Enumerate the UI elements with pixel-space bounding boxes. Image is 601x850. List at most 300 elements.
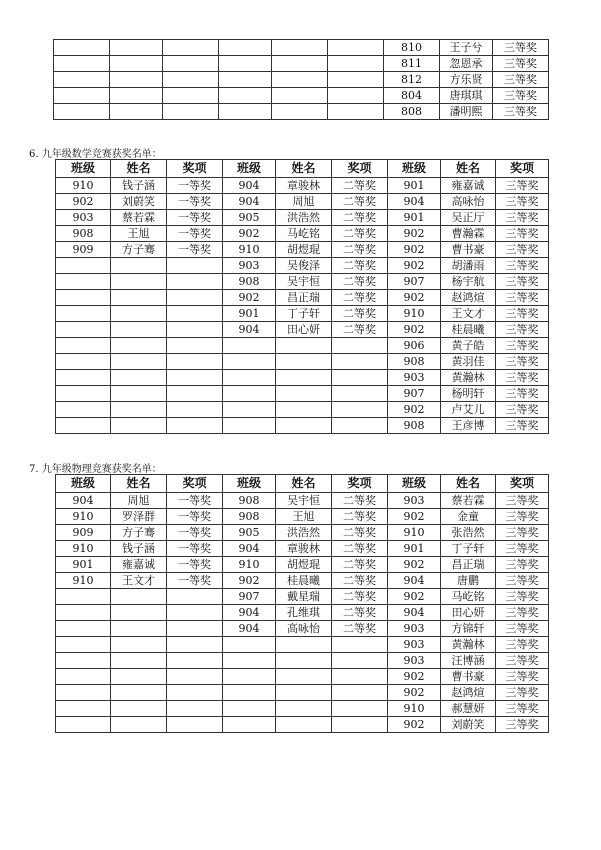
table-cell: 904: [56, 493, 111, 509]
table-row: [56, 226, 549, 242]
table-cell: [276, 418, 332, 434]
table-cell: [272, 88, 328, 104]
table-cell: 二等奖: [332, 525, 388, 541]
table-cell: [332, 354, 388, 370]
column-header: 班级: [56, 475, 111, 493]
table-cell: 三等奖: [496, 306, 549, 322]
table-cell: [111, 717, 167, 733]
table-cell: [332, 418, 388, 434]
table-cell: 902: [223, 226, 276, 242]
table-cell: 丁子轩: [276, 306, 332, 322]
table-cell: 唐琪琪: [440, 88, 493, 104]
table-cell: [111, 258, 167, 274]
table-cell: 三等奖: [496, 605, 549, 621]
table-cell: [111, 370, 167, 386]
table-cell: [111, 418, 167, 434]
table-cell: 洪浩然: [276, 525, 332, 541]
table-cell: 唐鹏: [441, 573, 496, 589]
table-cell: [167, 354, 223, 370]
table-cell: [167, 290, 223, 306]
table-cell: 方乐贤: [440, 72, 493, 88]
physics-caption: 7. 九年级物理竞赛获奖名单：: [29, 464, 162, 475]
table-cell: [276, 701, 332, 717]
physics-award-table: [55, 474, 549, 733]
table-cell: 910: [388, 701, 441, 717]
table-cell: 二等奖: [332, 589, 388, 605]
table-cell: [328, 72, 384, 88]
table-cell: 二等奖: [332, 557, 388, 573]
table-cell: 908: [56, 226, 111, 242]
table-cell: [163, 56, 219, 72]
table-cell: 907: [388, 274, 441, 290]
table-cell: 一等奖: [167, 509, 223, 525]
table-cell: [272, 40, 328, 56]
table-cell: 丁子轩: [441, 541, 496, 557]
table-cell: [223, 354, 276, 370]
table-cell: [276, 653, 332, 669]
table-cell: 刘蔚笑: [111, 194, 167, 210]
table-cell: 三等奖: [496, 290, 549, 306]
table-cell: 910: [56, 541, 111, 557]
table-cell: 王旭: [276, 509, 332, 525]
table-cell: 钱子涵: [111, 541, 167, 557]
table-cell: 三等奖: [496, 573, 549, 589]
table-cell: [56, 621, 111, 637]
table-row: [56, 242, 549, 258]
table-cell: [332, 669, 388, 685]
table-cell: 二等奖: [332, 493, 388, 509]
table-cell: [276, 386, 332, 402]
table-cell: 一等奖: [167, 226, 223, 242]
table-cell: 王子兮: [440, 40, 493, 56]
table-cell: [328, 56, 384, 72]
table-cell: 三等奖: [493, 56, 549, 72]
table-cell: 曹书豪: [441, 242, 496, 258]
table-cell: 904: [223, 541, 276, 557]
table-cell: 一等奖: [167, 242, 223, 258]
table-cell: 吴正厅: [441, 210, 496, 226]
table-cell: 高咏怡: [276, 621, 332, 637]
table-cell: [111, 669, 167, 685]
table-cell: [328, 104, 384, 120]
column-header: 奖项: [496, 160, 549, 178]
table-cell: [276, 370, 332, 386]
table-cell: 忽恩承: [440, 56, 493, 72]
table-row: [56, 685, 549, 701]
table-cell: 方锦轩: [441, 621, 496, 637]
table-cell: 902: [388, 589, 441, 605]
table-cell: 909: [56, 242, 111, 258]
table-cell: [332, 386, 388, 402]
table-row: [56, 290, 549, 306]
table-cell: 三等奖: [496, 493, 549, 509]
table-row: [54, 72, 549, 88]
table-row: [56, 653, 549, 669]
table-cell: 903: [388, 637, 441, 653]
table-cell: 902: [388, 290, 441, 306]
table-cell: 二等奖: [332, 290, 388, 306]
table-row: [56, 418, 549, 434]
table-cell: [167, 685, 223, 701]
table-cell: [167, 338, 223, 354]
table-cell: 903: [223, 258, 276, 274]
table-cell: [219, 40, 272, 56]
table-cell: [219, 88, 272, 104]
table-cell: [332, 717, 388, 733]
table-row: [56, 402, 549, 418]
table-cell: 908: [388, 418, 441, 434]
table-cell: [54, 72, 110, 88]
table-cell: 三等奖: [496, 589, 549, 605]
table-cell: 钱子涵: [111, 178, 167, 194]
table-cell: 雍嘉诚: [111, 557, 167, 573]
table-cell: 周旭: [276, 194, 332, 210]
table-cell: [56, 717, 111, 733]
math-table-body: [56, 178, 549, 434]
table-cell: [276, 685, 332, 701]
table-cell: 三等奖: [496, 370, 549, 386]
table-cell: 三等奖: [496, 194, 549, 210]
table-cell: 901: [388, 210, 441, 226]
table-cell: 902: [388, 557, 441, 573]
table-cell: 三等奖: [496, 402, 549, 418]
table-cell: 黄羽佳: [441, 354, 496, 370]
table-cell: [276, 338, 332, 354]
table-cell: [167, 402, 223, 418]
table-cell: [332, 370, 388, 386]
table-row: [56, 322, 549, 338]
table-cell: 三等奖: [493, 88, 549, 104]
table-cell: 田心妍: [441, 605, 496, 621]
table-cell: 吴宇恒: [276, 493, 332, 509]
table-cell: [111, 306, 167, 322]
table-cell: 908: [223, 509, 276, 525]
table-cell: 902: [388, 242, 441, 258]
table-cell: [111, 274, 167, 290]
table-cell: 二等奖: [332, 258, 388, 274]
table-cell: 811: [384, 56, 440, 72]
table-row: [56, 637, 549, 653]
table-cell: [111, 386, 167, 402]
table-cell: 一等奖: [167, 557, 223, 573]
top-table: [53, 39, 549, 120]
table-cell: 910: [388, 306, 441, 322]
table-cell: [110, 40, 163, 56]
table-row: [56, 274, 549, 290]
table-cell: [110, 88, 163, 104]
column-header: 奖项: [332, 475, 388, 493]
table-cell: [332, 685, 388, 701]
table-cell: [276, 637, 332, 653]
table-cell: [332, 402, 388, 418]
table-cell: 孔维琪: [276, 605, 332, 621]
table-cell: 刘蔚笑: [441, 717, 496, 733]
table-cell: 胡潘雨: [441, 258, 496, 274]
table-cell: 904: [223, 605, 276, 621]
table-cell: [110, 72, 163, 88]
table-cell: 910: [388, 525, 441, 541]
table-cell: 905: [223, 525, 276, 541]
table-cell: 903: [388, 493, 441, 509]
table-cell: [332, 338, 388, 354]
table-cell: 王文才: [111, 573, 167, 589]
table-cell: 三等奖: [493, 40, 549, 56]
table-cell: 一等奖: [167, 525, 223, 541]
table-row: [56, 509, 549, 525]
table-cell: [56, 274, 111, 290]
table-cell: 三等奖: [496, 509, 549, 525]
table-cell: [328, 40, 384, 56]
table-cell: [223, 338, 276, 354]
table-cell: [111, 354, 167, 370]
table-cell: 杨宇航: [441, 274, 496, 290]
table-cell: 二等奖: [332, 509, 388, 525]
table-cell: 黄瀚林: [441, 637, 496, 653]
table-cell: [56, 605, 111, 621]
table-cell: 周旭: [111, 493, 167, 509]
column-header: 姓名: [111, 475, 167, 493]
column-header: 奖项: [167, 475, 223, 493]
table-cell: 王旭: [111, 226, 167, 242]
table-cell: 杨明轩: [441, 386, 496, 402]
table-cell: 901: [223, 306, 276, 322]
physics-table-body: [56, 493, 549, 733]
table-cell: 902: [223, 573, 276, 589]
table-cell: [110, 104, 163, 120]
table-row: [56, 605, 549, 621]
table-cell: [54, 56, 110, 72]
table-cell: 902: [56, 194, 111, 210]
table-cell: 二等奖: [332, 605, 388, 621]
table-cell: 三等奖: [496, 274, 549, 290]
table-cell: 903: [388, 370, 441, 386]
table-cell: 蔡若霖: [441, 493, 496, 509]
table-cell: [54, 40, 110, 56]
table-row: [56, 525, 549, 541]
table-cell: 908: [388, 354, 441, 370]
table-cell: [167, 418, 223, 434]
table-cell: 907: [388, 386, 441, 402]
table-cell: [223, 717, 276, 733]
table-cell: 洪浩然: [276, 210, 332, 226]
table-cell: [167, 653, 223, 669]
table-cell: [56, 290, 111, 306]
table-cell: [223, 653, 276, 669]
table-cell: 二等奖: [332, 274, 388, 290]
table-cell: [167, 274, 223, 290]
table-cell: [56, 386, 111, 402]
table-cell: 二等奖: [332, 573, 388, 589]
table-cell: 902: [388, 509, 441, 525]
table-row: [56, 493, 549, 509]
table-cell: [56, 685, 111, 701]
column-header: 班级: [388, 160, 441, 178]
table-cell: [111, 338, 167, 354]
table-cell: 905: [223, 210, 276, 226]
table-cell: 卢艾儿: [441, 402, 496, 418]
table-cell: [167, 258, 223, 274]
table-cell: 二等奖: [332, 541, 388, 557]
table-cell: 章骏林: [276, 178, 332, 194]
table-cell: 王文才: [441, 306, 496, 322]
table-cell: [223, 637, 276, 653]
table-cell: 二等奖: [332, 178, 388, 194]
table-cell: [56, 589, 111, 605]
table-cell: [110, 56, 163, 72]
table-cell: [163, 104, 219, 120]
table-cell: 901: [388, 541, 441, 557]
table-cell: 904: [223, 178, 276, 194]
table-cell: [276, 354, 332, 370]
table-cell: 三等奖: [496, 386, 549, 402]
table-cell: 804: [384, 88, 440, 104]
table-row: [56, 621, 549, 637]
table-cell: 二等奖: [332, 306, 388, 322]
table-cell: 一等奖: [167, 493, 223, 509]
table-cell: 一等奖: [167, 178, 223, 194]
table-cell: 马屹铭: [441, 589, 496, 605]
table-cell: [111, 605, 167, 621]
table-cell: 903: [388, 621, 441, 637]
table-row: [54, 40, 549, 56]
table-cell: 田心妍: [276, 322, 332, 338]
table-cell: 马屹铭: [276, 226, 332, 242]
table-cell: 桂晨曦: [441, 322, 496, 338]
table-cell: [167, 322, 223, 338]
table-row: [54, 104, 549, 120]
table-row: [56, 306, 549, 322]
table-cell: 张浩然: [441, 525, 496, 541]
table-cell: [332, 653, 388, 669]
table-cell: 902: [388, 226, 441, 242]
table-cell: 二等奖: [332, 621, 388, 637]
table-cell: 902: [388, 685, 441, 701]
table-cell: [167, 717, 223, 733]
table-cell: [56, 338, 111, 354]
table-row: [56, 573, 549, 589]
table-cell: 三等奖: [496, 418, 549, 434]
table-cell: 902: [223, 290, 276, 306]
table-cell: [272, 104, 328, 120]
table-cell: 三等奖: [496, 637, 549, 653]
column-header: 姓名: [111, 160, 167, 178]
table-cell: 三等奖: [496, 226, 549, 242]
table-cell: 罗泽群: [111, 509, 167, 525]
table-cell: [223, 701, 276, 717]
table-cell: 904: [388, 573, 441, 589]
column-header: 姓名: [441, 475, 496, 493]
table-cell: [167, 701, 223, 717]
table-row: [56, 701, 549, 717]
table-cell: 902: [388, 258, 441, 274]
table-cell: 黄子皓: [441, 338, 496, 354]
table-cell: 赵鸿煊: [441, 290, 496, 306]
table-cell: [332, 701, 388, 717]
table-cell: 赵鸿煊: [441, 685, 496, 701]
table-cell: 901: [56, 557, 111, 573]
table-cell: 三等奖: [496, 322, 549, 338]
table-cell: [54, 104, 110, 120]
table-cell: 902: [388, 717, 441, 733]
table-cell: [56, 653, 111, 669]
table-cell: 808: [384, 104, 440, 120]
table-cell: [111, 637, 167, 653]
table-cell: [56, 701, 111, 717]
table-cell: 胡煜琨: [276, 557, 332, 573]
table-cell: 901: [388, 178, 441, 194]
table-row: [56, 541, 549, 557]
column-header: 姓名: [276, 160, 332, 178]
table-cell: 908: [223, 274, 276, 290]
table-row: [56, 354, 549, 370]
table-cell: 903: [388, 653, 441, 669]
column-header: 姓名: [276, 475, 332, 493]
table-cell: 一等奖: [167, 573, 223, 589]
table-cell: 902: [388, 402, 441, 418]
table-cell: 910: [56, 178, 111, 194]
table-cell: 蔡若霖: [111, 210, 167, 226]
table-cell: 三等奖: [496, 621, 549, 637]
table-cell: 二等奖: [332, 226, 388, 242]
table-cell: [276, 669, 332, 685]
table-cell: 三等奖: [496, 557, 549, 573]
table-cell: [56, 258, 111, 274]
table-cell: 郝慧妍: [441, 701, 496, 717]
table-cell: [163, 88, 219, 104]
table-cell: [276, 717, 332, 733]
table-cell: 昌正瑞: [276, 290, 332, 306]
table-cell: 三等奖: [496, 354, 549, 370]
table-cell: 二等奖: [332, 194, 388, 210]
table-cell: 三等奖: [496, 685, 549, 701]
math-header-row: [56, 160, 549, 178]
table-cell: [111, 685, 167, 701]
top-table-body: [54, 40, 549, 120]
table-cell: [111, 701, 167, 717]
table-cell: 三等奖: [496, 338, 549, 354]
table-cell: 三等奖: [496, 541, 549, 557]
table-cell: [223, 685, 276, 701]
table-cell: [332, 637, 388, 653]
table-cell: 907: [223, 589, 276, 605]
table-cell: 方子骞: [111, 242, 167, 258]
table-row: [54, 56, 549, 72]
table-cell: 908: [223, 493, 276, 509]
table-cell: 810: [384, 40, 440, 56]
table-cell: [223, 386, 276, 402]
column-header: 姓名: [441, 160, 496, 178]
table-cell: 910: [56, 509, 111, 525]
table-cell: [167, 589, 223, 605]
table-cell: 三等奖: [496, 525, 549, 541]
table-cell: 二等奖: [332, 322, 388, 338]
table-cell: 王彦博: [441, 418, 496, 434]
table-cell: 吴俊泽: [276, 258, 332, 274]
table-cell: 三等奖: [493, 72, 549, 88]
table-cell: 曹书豪: [441, 669, 496, 685]
table-cell: [111, 290, 167, 306]
table-cell: [56, 354, 111, 370]
table-cell: [163, 40, 219, 56]
table-cell: 方子骞: [111, 525, 167, 541]
column-header: 奖项: [167, 160, 223, 178]
math-award-table: [55, 159, 549, 434]
table-row: [56, 589, 549, 605]
table-cell: [167, 605, 223, 621]
table-cell: [56, 418, 111, 434]
table-cell: [56, 669, 111, 685]
table-cell: [223, 418, 276, 434]
